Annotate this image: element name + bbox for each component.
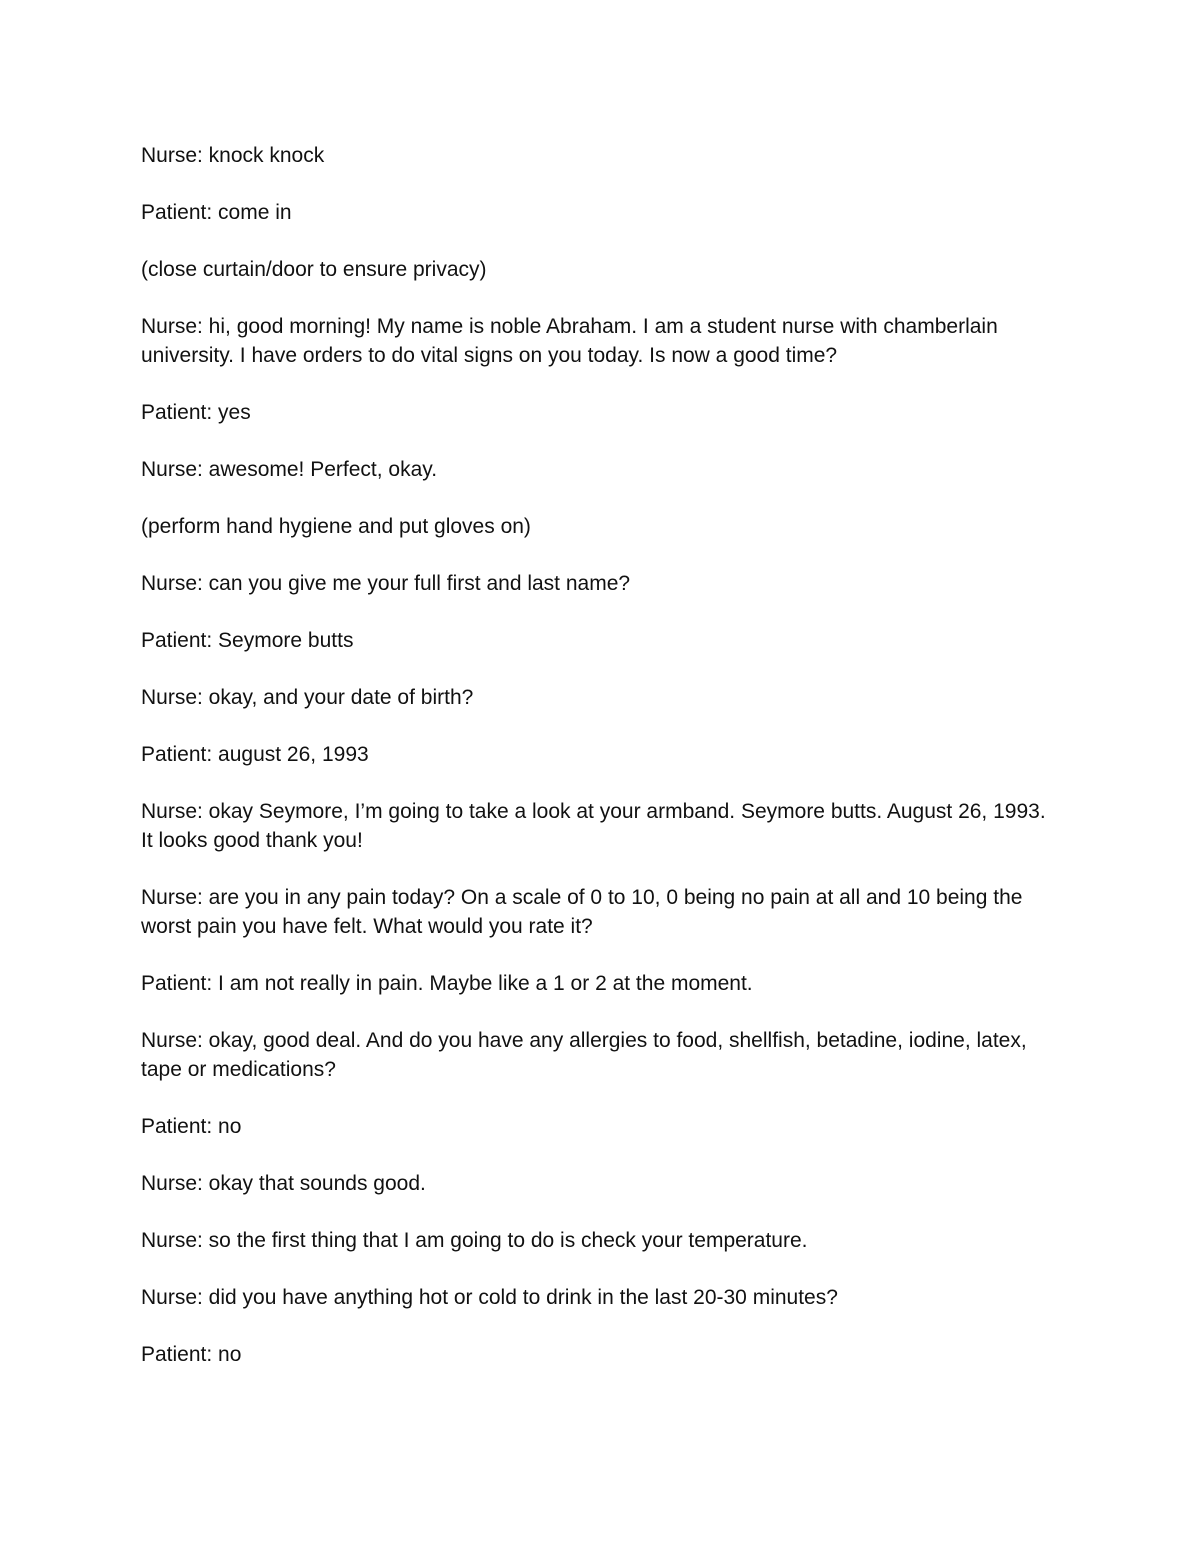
dialogue-line: Patient: august 26, 1993 xyxy=(141,743,369,766)
dialogue-line: Nurse: hi, good morning! My name is noble Abraham. I am a student nurse with chamberlain university. I have orders to do vital signs on you today. Is now a good time? xyxy=(141,315,998,367)
dialogue-line: Nurse: did you have anything hot or cold to drink in the last 20-30 minutes? xyxy=(141,1286,838,1309)
dialogue-line: Patient: come in xyxy=(141,201,292,224)
dialogue-line: Nurse: okay Seymore, I’m going to take a look at your armband. Seymore butts. August 26, 1993. It looks good thank you! xyxy=(141,800,1046,852)
dialogue-line: Patient: Seymore butts xyxy=(141,629,354,652)
dialogue-transcript xyxy=(141,141,1061,1397)
stage-direction: (perform hand hygiene and put gloves on) xyxy=(141,515,531,538)
dialogue-line: Patient: I am not really in pain. Maybe like a 1 or 2 at the moment. xyxy=(141,972,753,995)
dialogue-line: Nurse: okay, good deal. And do you have any allergies to food, shellfish, betadine, iodine, latex, tape or medications? xyxy=(141,1029,1027,1081)
dialogue-line: Nurse: okay, and your date of birth? xyxy=(141,686,474,709)
dialogue-line: Patient: no xyxy=(141,1115,242,1138)
dialogue-line: Nurse: are you in any pain today? On a scale of 0 to 10, 0 being no pain at all and 10 being the worst pain you have felt. What would you rate it? xyxy=(141,886,1023,938)
dialogue-line: Nurse: so the first thing that I am going to do is check your temperature. xyxy=(141,1229,808,1252)
dialogue-line: Nurse: okay that sounds good. xyxy=(141,1172,426,1195)
dialogue-line: Nurse: awesome! Perfect, okay. xyxy=(141,458,438,481)
dialogue-line: Patient: yes xyxy=(141,401,251,424)
dialogue-line: Patient: no xyxy=(141,1343,242,1366)
dialogue-line: Nurse: can you give me your full first and last name? xyxy=(141,572,631,595)
dialogue-line: Nurse: knock knock xyxy=(141,144,325,167)
stage-direction: (close curtain/door to ensure privacy) xyxy=(141,258,487,281)
